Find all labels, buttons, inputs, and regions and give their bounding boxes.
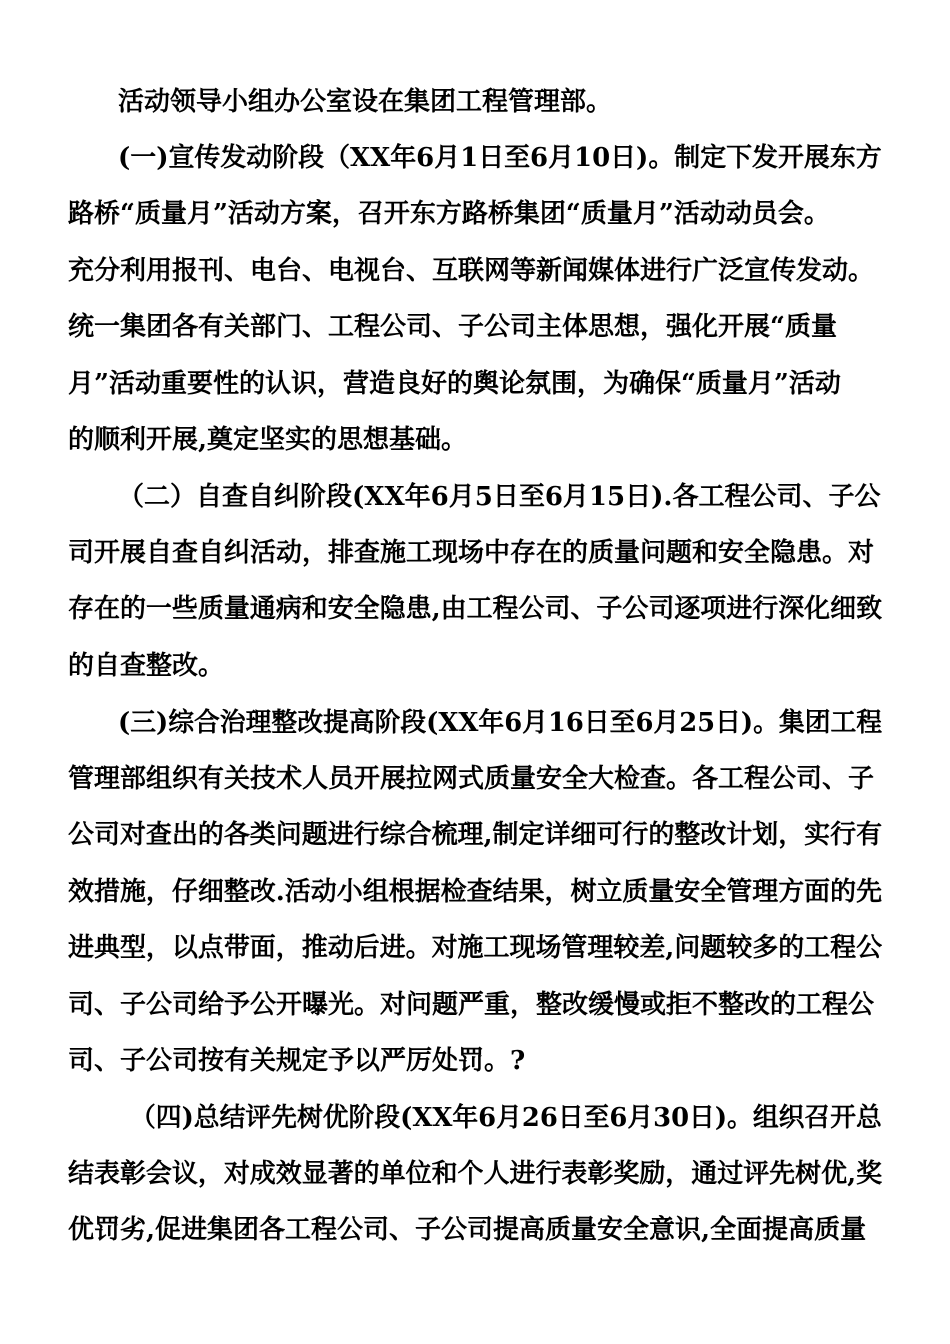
paragraph-line: 月”活动重要性的认识，营造良好的舆论氛围，为确保“质量月”活动 — [68, 369, 841, 399]
paragraph-line: (一)宣传发动阶段（XX年6月1日至6月10日)。制定下发开展东方 — [118, 143, 882, 173]
paragraph-line: 公司对查出的各类问题进行综合梳理,制定详细可行的整改计划，实行有 — [68, 820, 883, 850]
paragraph-line: 结表彰会议，对成效显著的单位和个人进行表彰奖励，通过评先树优,奖 — [68, 1159, 883, 1189]
paragraph-line: 的顺利开展,奠定坚实的思想基础。 — [68, 425, 468, 455]
paragraph-line: 管理部组织有关技术人员开展拉网式质量安全大检查。各工程公司、子 — [68, 764, 875, 794]
paragraph-line: 统一集团各有关部门、工程公司、子公司主体思想，强化开展“质量 — [68, 312, 837, 342]
paragraph-line: (三)综合治理整改提高阶段(XX年6月16日至6月25日)。集团工程 — [118, 708, 883, 738]
paragraph-line: 的自查整改。 — [68, 651, 225, 681]
paragraph-line: 充分利用报刊、电台、电视台、互联网等新闻媒体进行广泛宣传发动。 — [68, 256, 875, 286]
paragraph-line: 进典型，以点带面，推动后进。对施工现场管理较差,问题较多的工程公 — [68, 933, 883, 963]
paragraph-line: 效措施，仔细整改.活动小组根据检查结果，树立质量安全管理方面的先 — [68, 877, 883, 907]
paragraph-line: 司开展自查自纠活动，排查施工现场中存在的质量问题和安全隐患。对 — [68, 538, 875, 568]
paragraph-line: 存在的一些质量通病和安全隐患,由工程公司、子公司逐项进行深化细致 — [68, 594, 883, 624]
paragraph-line: 司、子公司给予公开曝光。对问题严重，整改缓慢或拒不整改的工程公 — [68, 990, 875, 1020]
paragraph-line: 司、子公司按有关规定予以严厉处罚。? — [68, 1046, 526, 1076]
paragraph-line: （二）自查自纠阶段(XX年6月5日至6月15日).各工程公司、子公 — [118, 482, 881, 512]
paragraph-line: 路桥“质量月”活动方案，召开东方路桥集团“质量月”活动动员会。 — [68, 199, 830, 229]
paragraph-line: 优罚劣,促进集团各工程公司、子公司提高质量安全意识,全面提高质量 — [68, 1215, 867, 1245]
paragraph-line: 活动领导小组办公室设在集团工程管理部。 — [118, 87, 613, 117]
paragraph-line: （四)总结评先树优阶段(XX年6月26日至6月30日)。组织召开总 — [130, 1103, 882, 1133]
